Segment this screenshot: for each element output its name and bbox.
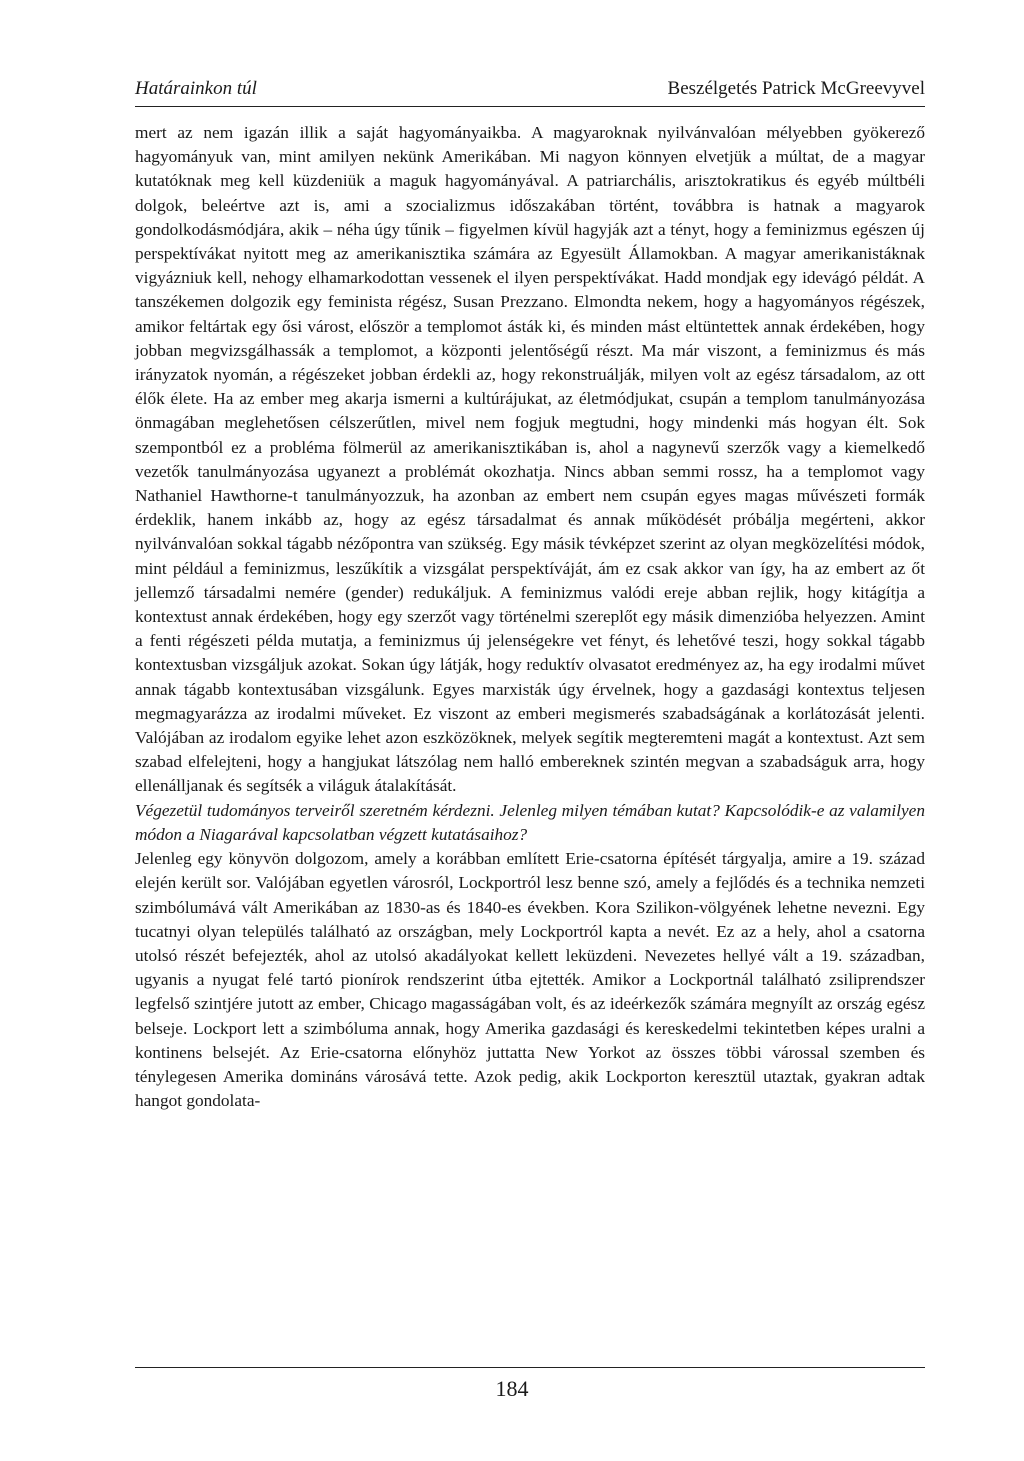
answer-paragraph-2: Jelenleg egy könyvön dolgozom, amely a korábban említett Erie-csatorna építését tárgyalja, amire a 19. század elején került sor. Valójában egyetlen városról, Lockportról lesz benne szó, amely a fejlődés és a technika nemzeti szimbólumává vált Amerikában az 1830-as és 1840-es években. Kora Szilikon-völgyének lehetne nevezni. Egy tucatnyi olyan település található az országban, mely Lockportról kapta a nevét. Ez az a hely, ahol a csatorna utolsó részét befejezték, ahol az utolsó akadályokat kellett leküzdeni. Nevezetes hellyé vált a 19. században, ugyanis a nyugat felé tartó pionírok rendszerint útba ejtették. Amikor a Lockportnál található zsiliprendszer legfelső szintjére jutott az ember, Chicago magasságában volt, és az ideérkezők számára megnyílt az ország egész belseje. Lockport lett a szimbóluma annak, hogy Amerika gazdasági és kereskedelmi tekintetben képes uralni a kontinens belsejét. Az Erie-csatorna előnyhöz juttatta New Yorkot az összes többi várossal szemben és ténylegesen Amerika domináns városává tette. Azok pedig, akik Lockporton keresztül utaztak, gyakran adtak hangot gondolata- — [135, 849, 925, 1111]
footer-rule — [135, 1367, 925, 1368]
page-number: 184 — [495, 1376, 529, 1401]
interview-question: Végezetül tudományos terveiről szeretném kérdezni. Jelenleg milyen témában kutat? Kapcsolódik-e az valamilyen módon a Niagarával kapcsolatban végzett kutatásaihoz? — [135, 800, 925, 844]
body-text — [135, 121, 925, 1113]
header-section-title: Határainkon túl — [135, 78, 257, 99]
page — [135, 78, 925, 1113]
running-header — [135, 78, 925, 107]
answer-paragraph: mert az nem igazán illik a saját hagyományaikba. A magyaroknak nyilvánvalóan mélyebben gyökerező hagyományuk van, mint amilyen nekünk Amerikában. Mi nagyon könnyen elvetjük a múltat, de a magyar kutatóknak meg kell küzdeniük a maguk hagyományával. A patriarchális, arisztokratikus és egyéb múltbéli dolgok, beleértve azt is, ami a szocializmus időszakában történt, továbbra is hatnak a magyarok gondolkodásmódjára, akik – néha úgy tűnik – figyelmen kívül hagyják azt a tényt, hogy a feminizmus egészen új perspektívákat nyitott meg az amerikanisztika számára az Egyesült Államokban. A magyar amerikanistáknak vigyázniuk kell, nehogy elhamarkodottan vessenek el ilyen perspektívákat. Hadd mondjak egy idevágó példát. A tanszékemen dolgozik egy feminista régész, Susan Prezzano. Elmondta nekem, hogy a hagyományos régészek, amikor feltártak egy ősi várost, először a templomot ásták ki, és minden mást eltüntettek annak érdekében, hogy jobban megvizsgálhassák a templomot, a központi jelentőségű részt. Ma már viszont, a feminizmus és más irányzatok nyomán, a régészeket jobban érdekli az, hogy rekonstruálják, milyen volt az egész társadalom, az ott élők élete. Ha az ember meg akarja ismerni a kultúrájukat, az életmódjukat, csupán a templom tanulmányozása önmagában meglehetősen célszerűtlen, mivel nem fogjuk megtudni, hogy mindenki más hogyan élt. Sok szempontból ez a probléma fölmerül az amerikanisztikában is, ahol a nagynevű szerzők vagy a kiemelkedő vezetők tanulmányozása ugyanezt a problémát okozhatja. Nincs abban semmi rossz, ha a templomot vagy Nathaniel Hawthorne-t tanulmányozzuk, ha azonban az embert nem csupán egyes magas művészeti formák érdeklik, hanem inkább az, hogy az egész társadalmat és annak működését próbálja megérteni, akkor nyilvánvalóan sokkal tágabb nézőpontra van szükség. Egy másik tévképzet szerint az olyan megközelítési módok, mint például a feminizmus, leszűkítik a vizsgálat perspektíváját, ám ez csak akkor van így, ha az embert az őt jellemző társadalmi nemére (gender) redukáljuk. A feminizmus valódi ereje abban rejlik, hogy kitágítja a kontextust annak érdekében, hogy egy szerzőt vagy történelmi szereplőt egy másik dimenzióba helyezzen. Amint a fenti régészeti példa mutatja, a feminizmus új jelenségekre vet fényt, és lehetővé teszi, hogy sokkal tágabb kontextusban vizsgáljuk azokat. Sokan úgy látják, hogy reduktív olvasatot eredményez az, ha egy irodalmi művet annak tágabb kontextusában vizsgálunk. Egyes marxisták úgy érvelnek, hogy a gazdasági kontextus teljesen megmagyarázza az irodalmi műveket. Ez viszont az emberi megismerés szabadságának a korlátozását jelenti. Valójában az irodalom egyike lehet azon eszközöknek, melyek segítik megteremteni magát a kontextust. Azt sem szabad elfelejteni, hogy a hangjukat látszólag nem halló embereknek szintén megvan a szabadságuk arra, hogy ellenálljanak és segítsék a világuk átalakítását. — [135, 123, 925, 796]
header-article-title: Beszélgetés Patrick McGreevyvel — [667, 78, 925, 99]
